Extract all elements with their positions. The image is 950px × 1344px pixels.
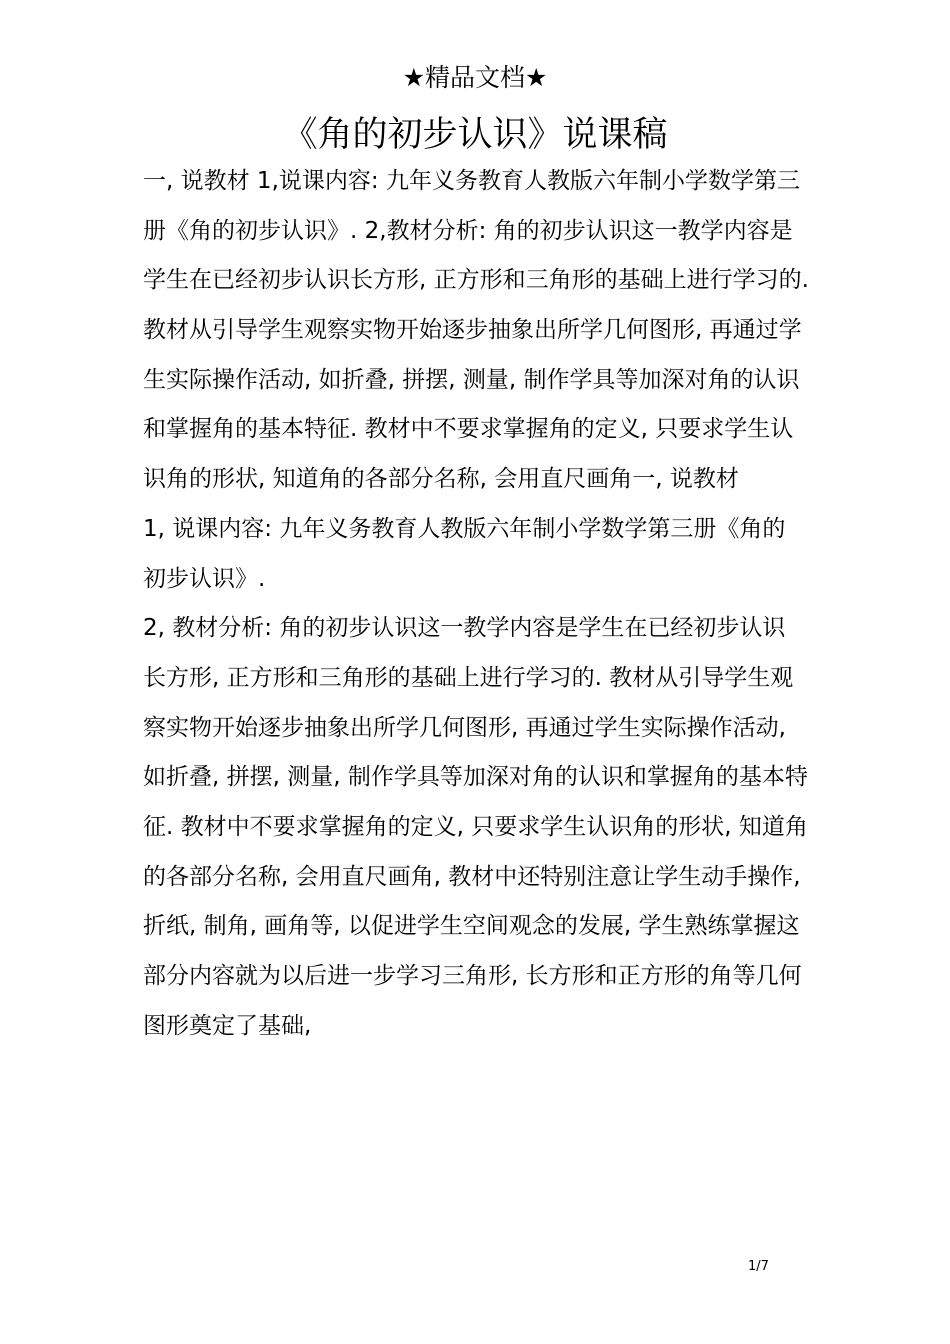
text-line: 和掌握角的基本特征. 教材中不要求掌握角的定义, 只要求学生认	[143, 416, 794, 443]
text-line: 初步认识》.	[143, 565, 266, 592]
text-line: 长方形, 正方形和三角形的基础上进行学习的. 教材从引导学生观	[143, 664, 794, 691]
text-line: 如折叠, 拼摆, 测量, 制作学具等加深对角的认识和掌握角的基本特	[143, 764, 808, 791]
text-line: 征. 教材中不要求掌握角的定义, 只要求学生认识角的形状, 知道角	[143, 813, 808, 840]
document-title: 《角的初步认识》说课稿	[282, 115, 668, 155]
document-body	[143, 157, 813, 1051]
text-line: 册《角的初步认识》. 2,教材分析: 角的初步认识这一教学内容是	[143, 217, 793, 244]
header-mark: ★精品文档★	[402, 63, 548, 92]
text-line: 图形奠定了基础,	[143, 1012, 312, 1039]
text-line: 部分内容就为以后进一步学习三角形, 长方形和正方形的角等几何	[143, 963, 802, 989]
text-line: 2, 教材分析: 角的初步认识这一教学内容是学生在已经初步认识	[143, 615, 786, 642]
text-line: 的各部分名称, 会用直尺画角, 教材中还特别注意让学生动手操作,	[143, 863, 801, 890]
text-line: 折纸, 制角, 画角等, 以促进学生空间观念的发展, 学生熟练掌握这	[143, 913, 800, 940]
page-number: 1/7	[748, 1259, 769, 1274]
text-line: 生实际操作活动, 如折叠, 拼摆, 测量, 制作学具等加深对角的认识	[143, 366, 800, 393]
text-line: 1, 说课内容: 九年义务教育人教版六年制小学数学第三册《角的	[143, 515, 786, 542]
text-line: 教材从引导学生观察实物开始逐步抽象出所学几何图形, 再通过学	[143, 317, 802, 344]
text-line: 识角的形状, 知道角的各部分名称, 会用直尺画角一, 说教材	[143, 466, 739, 493]
text-line: 一, 说教材 1,说课内容: 九年义务教育人教版六年制小学数学第三	[143, 168, 800, 194]
text-line: 学生在已经初步认识长方形, 正方形和三角形的基础上进行学习的.	[143, 267, 809, 294]
text-line: 察实物开始逐步抽象出所学几何图形, 再通过学生实际操作活动,	[143, 714, 786, 741]
